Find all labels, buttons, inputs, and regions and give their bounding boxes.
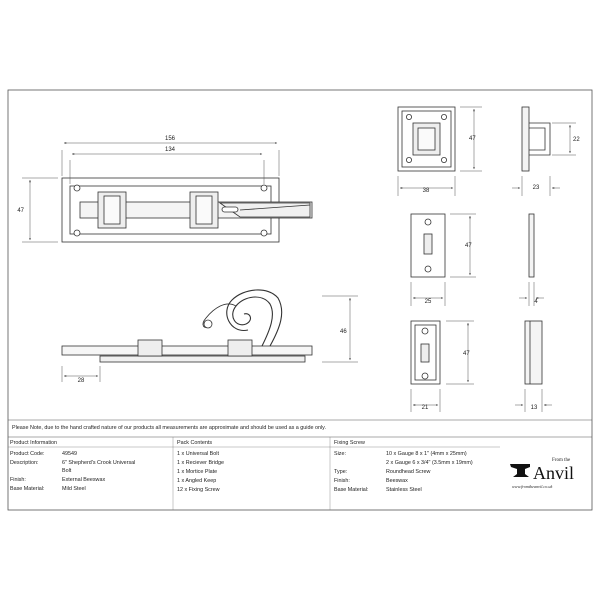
bolt-front-view xyxy=(62,178,312,242)
receiver-bridge-side xyxy=(522,107,550,171)
dim-mortice-height: 47 xyxy=(465,243,472,249)
dim-keep-depth: 13 xyxy=(530,405,538,411)
dim-bolt-length-outer: 156 xyxy=(164,136,176,142)
pack-item: 1 x Mortice Plate xyxy=(177,469,218,475)
mortice-plate-side xyxy=(529,214,534,277)
dim-keep-width: 21 xyxy=(421,405,429,411)
description-label: Description: xyxy=(10,460,39,466)
fixing-screw-heading: Fixing Screw xyxy=(334,440,365,446)
dim-mortice-width: 25 xyxy=(424,299,432,305)
base-material-label: Base Material: xyxy=(10,486,45,492)
pack-item: 12 x Fixing Screw xyxy=(177,487,220,493)
description-value: 6" Shepherd's Crook Universal xyxy=(62,460,136,466)
angled-keep-side xyxy=(525,321,542,384)
dim-handle-offset: 28 xyxy=(77,378,85,384)
finish-value: External Beeswax xyxy=(62,477,106,483)
dim-bridge-projection: 22 xyxy=(573,137,580,143)
screw-size-label: Size: xyxy=(334,451,346,457)
angled-keep-front xyxy=(411,321,440,384)
anvil-icon xyxy=(510,464,530,477)
bolt-side-view xyxy=(62,290,312,362)
dim-bolt-length-inner: 134 xyxy=(164,147,176,153)
finish-label: Finish: xyxy=(10,477,26,483)
from-the-anvil-logo xyxy=(508,452,588,494)
dim-keep-height: 47 xyxy=(463,351,470,357)
mortice-plate-front xyxy=(411,214,445,277)
pack-contents-heading: Pack Contents xyxy=(177,440,213,446)
screw-type-label: Type: xyxy=(334,469,348,475)
dim-bridge-height: 47 xyxy=(469,136,476,142)
screw-type-value: Roundhead Screw xyxy=(386,469,431,475)
dim-mortice-depth: 4 xyxy=(534,299,538,305)
product-code-value: 49549 xyxy=(62,451,77,457)
product-code-label: Product Code: xyxy=(10,451,45,457)
pack-item: 1 x Angled Keep xyxy=(177,478,217,484)
base-material-value: Mild Steel xyxy=(62,486,86,492)
receiver-bridge-front xyxy=(398,107,455,171)
screw-size-value: 10 x Gauge 8 x 1" (4mm x 25mm) xyxy=(386,451,467,457)
pack-item: 1 x Universal Bolt xyxy=(177,451,219,457)
product-info-heading: Product Information xyxy=(10,440,58,446)
screw-material-value: Stainless Steel xyxy=(386,487,422,493)
pack-item: 1 x Reciever Bridge xyxy=(177,460,225,466)
dim-bridge-width: 38 xyxy=(422,188,430,194)
disclaimer-note: Please Note, due to the hand crafted nature of our products all measurements are approximate and should be used as a guide only. xyxy=(12,425,326,431)
screw-finish-value: Beeswax xyxy=(386,478,408,484)
screw-material-label: Base Material: xyxy=(334,487,369,493)
screw-size-value-2: 2 x Gauge 6 x 3/4" (3.5mm x 19mm) xyxy=(386,460,473,466)
dim-handle-height: 46 xyxy=(340,329,347,335)
dim-bridge-depth: 23 xyxy=(532,185,540,191)
screw-finish-label: Finish: xyxy=(334,478,350,484)
logo-from-the: From the xyxy=(552,458,571,463)
logo-url: www.fromtheanvil.co.uk xyxy=(512,484,553,489)
dim-bolt-height: 47 xyxy=(17,208,24,214)
logo-brand: Anvil xyxy=(533,463,575,483)
description-value-2: Bolt xyxy=(62,468,72,474)
